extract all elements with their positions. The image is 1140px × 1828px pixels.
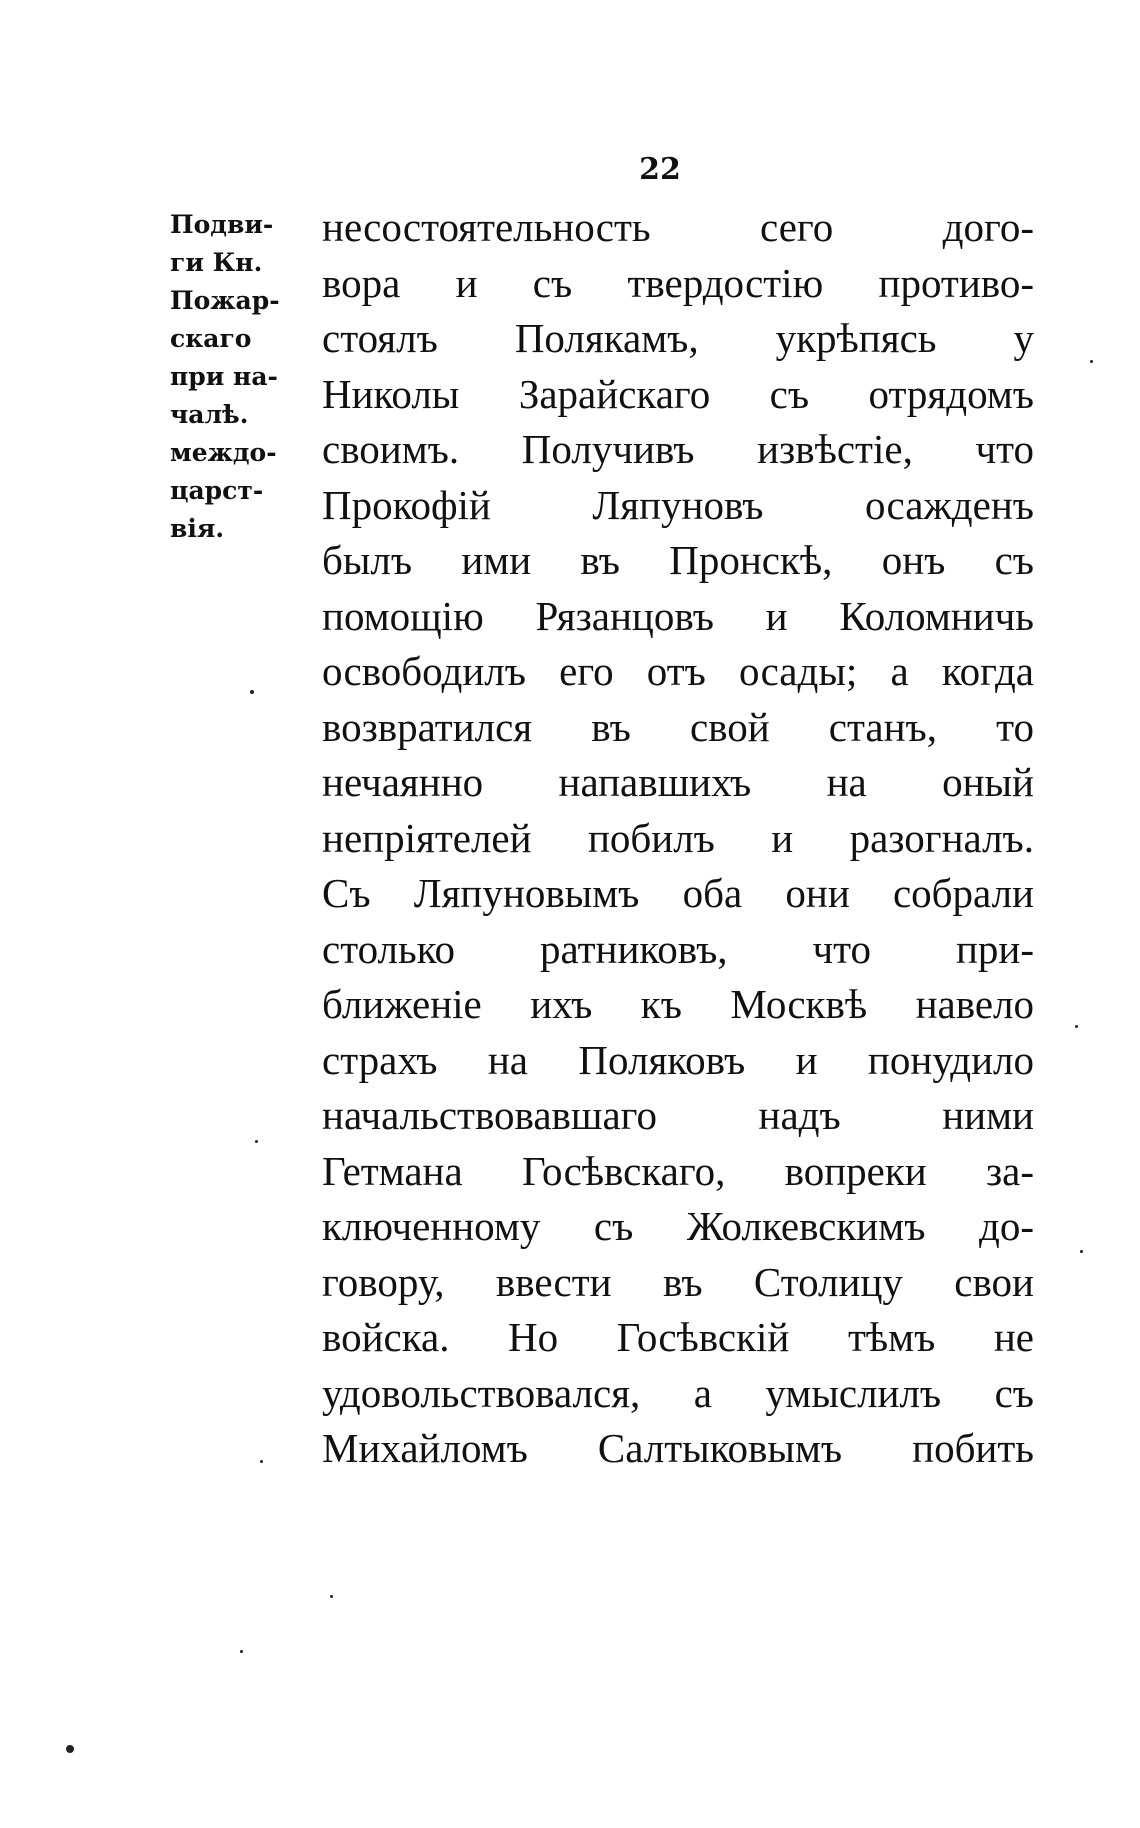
text-line: удовольствовался, а умыслилъ съ <box>322 1369 1034 1416</box>
scan-speck <box>1075 1025 1078 1028</box>
text-line: страхъ на Поляковъ и понудило <box>322 1036 1034 1083</box>
text-line: вора и съ твердостію противо- <box>322 259 1034 306</box>
scan-speck <box>1090 360 1093 363</box>
text-line: несостоятельность сего дого- <box>322 204 1034 250</box>
marginal-note <box>170 206 320 548</box>
text-line: столько ратниковъ, что при- <box>322 925 1034 972</box>
scan-speck <box>66 1745 74 1753</box>
marginal-note-line: ги Кн. <box>170 248 263 277</box>
scan-speck <box>1080 1250 1083 1253</box>
text-line last: Михайломъ Салтыковымъ побить <box>322 1425 1034 1471</box>
marginal-note-line: чалѣ. <box>170 400 249 429</box>
text-line: непріятелей побилъ и разогналъ. <box>322 814 1034 861</box>
scan-speck <box>250 690 254 694</box>
text-line: Гетмана Госѣвскаго, вопреки за- <box>322 1147 1034 1194</box>
text-line: своимъ. Получивъ извѣстіе, что <box>322 426 1034 472</box>
marginal-note-line: при на- <box>170 362 278 391</box>
scan-speck <box>260 1460 263 1463</box>
scan-speck <box>255 1140 258 1143</box>
text-line: ключенному съ Жолкевскимъ до- <box>322 1203 1034 1249</box>
text-line: помощію Рязанцовъ и Коломничь <box>322 592 1034 639</box>
text-line: говору, ввести въ Столицу свои <box>322 1258 1034 1305</box>
scan-speck <box>240 1650 243 1653</box>
marginal-note-line: Подви- <box>170 210 274 239</box>
text-line: начальствовавшаго надъ ними <box>322 1092 1034 1138</box>
text-line: стоялъ Полякамъ, укрѣпясь у <box>322 315 1034 361</box>
marginal-note-line: царст- <box>170 476 264 505</box>
text-line: Прокофій Ляпуновъ осажденъ <box>322 481 1034 528</box>
text-line: освободилъ его отъ осады; а когда <box>322 648 1034 694</box>
marginal-note-line: вія. <box>170 514 225 543</box>
marginal-note-line: междо- <box>170 438 277 467</box>
body-text <box>322 200 1034 1477</box>
marginal-note-line: скаго <box>170 324 252 353</box>
text-line: возвратился въ свой станъ, то <box>322 703 1034 750</box>
text-line: Николы Зарайскаго съ отрядомъ <box>322 370 1034 417</box>
text-line: нечаянно напавшихъ на оный <box>322 759 1034 805</box>
text-line: былъ ими въ Пронскѣ, онъ съ <box>322 537 1034 583</box>
scan-speck <box>330 1595 333 1598</box>
text-line: ближеніе ихъ къ Москвѣ навело <box>322 981 1034 1027</box>
text-line: войска. Но Госѣвскій тѣмъ не <box>322 1314 1034 1360</box>
page-number: 22 <box>639 152 681 187</box>
text-line: Съ Ляпуновымъ оба они собрали <box>322 870 1034 916</box>
marginal-note-line: Пожар- <box>170 286 280 315</box>
